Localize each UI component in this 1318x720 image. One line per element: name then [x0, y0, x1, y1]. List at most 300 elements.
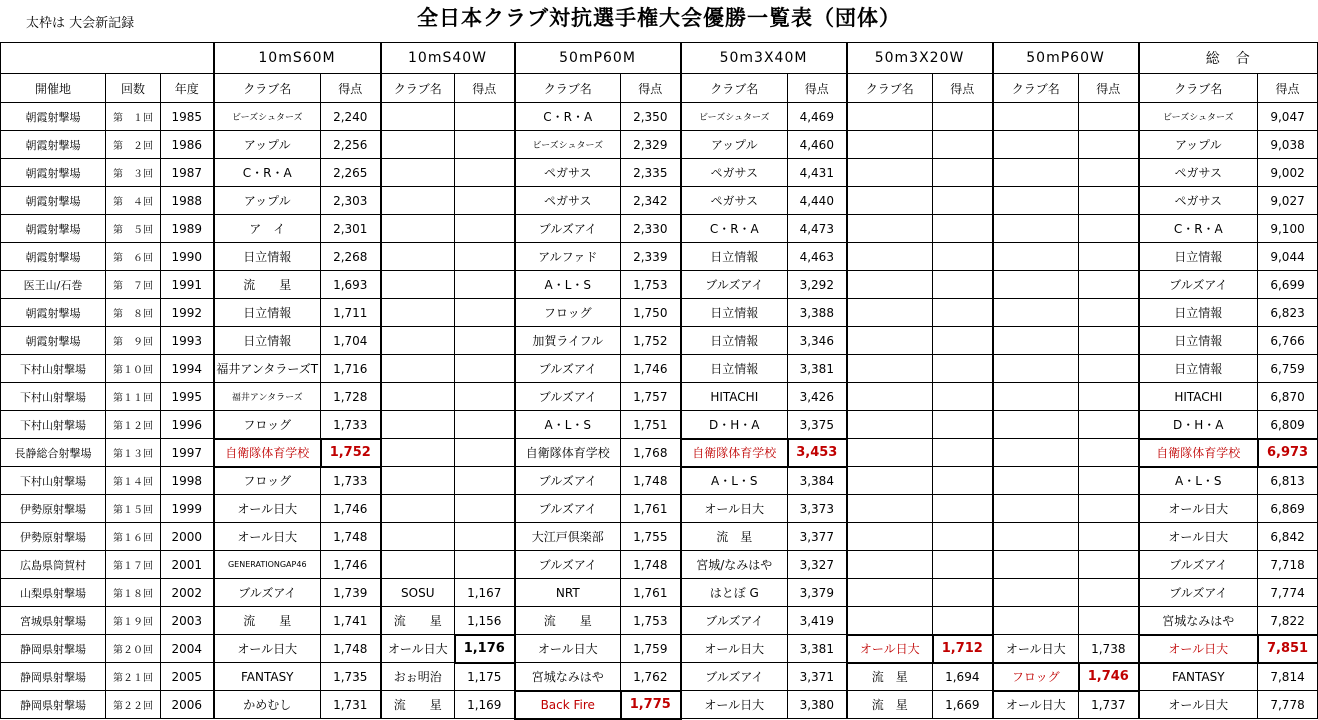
50m3x20w-score-cell [933, 243, 993, 271]
table-row [1, 271, 1318, 299]
50mp60m-club-cell: ブルズアイ [515, 495, 621, 523]
10ms40w-score-cell [455, 355, 515, 383]
year-cell: 1988 [161, 187, 214, 215]
10ms40w-club-cell [381, 103, 455, 131]
50mp60w-score-cell [1079, 523, 1139, 551]
10ms60m-score-cell: 1,735 [321, 663, 381, 691]
venue-cell: 伊勢原射撃場 [1, 523, 106, 551]
50m3x40m-club-cell: オール日大 [681, 635, 788, 663]
table-row [1, 551, 1318, 579]
50m3x20w-score-cell [933, 383, 993, 411]
50m3x40m-score-cell: 3,419 [788, 607, 847, 635]
year-cell: 1990 [161, 243, 214, 271]
10ms40w-club-cell [381, 355, 455, 383]
round-cell: 第１１回 [106, 383, 161, 411]
50mp60m-score-cell: 2,339 [621, 243, 681, 271]
10ms40w-club-cell: SOSU [381, 579, 455, 607]
category-50m3x40m: 50m3X40M [681, 43, 847, 74]
table-row [1, 607, 1318, 635]
10ms40w-club-cell [381, 327, 455, 355]
50m3x20w-score-cell [933, 299, 993, 327]
10ms60m-club-cell: 福井アンタラーズT [214, 355, 321, 383]
10ms60m-score-cell: 1,733 [321, 467, 381, 495]
table-row [1, 439, 1318, 467]
overall-score-cell: 6,809 [1258, 411, 1318, 439]
venue-cell: 静岡県射撃場 [1, 691, 106, 719]
table-row [1, 187, 1318, 215]
50mp60w-score-cell [1079, 411, 1139, 439]
round-cell: 第１０回 [106, 355, 161, 383]
50mp60m-score-cell: 1,761 [621, 579, 681, 607]
overall-club-cell: ブルズアイ [1139, 271, 1258, 299]
50mp60w-score-cell [1079, 551, 1139, 579]
score-header: 得点 [933, 74, 993, 103]
overall-score-cell: 6,973 [1258, 439, 1318, 467]
50mp60w-score-cell [1079, 131, 1139, 159]
year-cell: 2002 [161, 579, 214, 607]
50m3x20w-club-cell [847, 215, 933, 243]
year-cell: 1992 [161, 299, 214, 327]
50mp60m-score-cell: 1,753 [621, 607, 681, 635]
50mp60m-score-cell: 1,751 [621, 411, 681, 439]
10ms40w-score-cell: 1,175 [455, 663, 515, 691]
50mp60w-score-cell [1079, 439, 1139, 467]
50mp60w-club-cell [993, 103, 1079, 131]
year-cell: 1998 [161, 467, 214, 495]
50mp60w-score-cell [1079, 579, 1139, 607]
venue-cell: 朝霞射撃場 [1, 327, 106, 355]
50m3x20w-score-cell [933, 411, 993, 439]
50m3x20w-score-cell [933, 523, 993, 551]
overall-club-cell: ペガサス [1139, 159, 1258, 187]
50mp60m-score-cell: 1,748 [621, 467, 681, 495]
50mp60m-score-cell: 2,330 [621, 215, 681, 243]
table-row [1, 215, 1318, 243]
10ms40w-club-cell [381, 523, 455, 551]
50mp60w-score-cell [1079, 215, 1139, 243]
10ms60m-score-cell: 1,752 [321, 439, 381, 467]
50mp60w-club-cell [993, 271, 1079, 299]
50m3x40m-club-cell: A・L・S [681, 467, 788, 495]
50m3x20w-club-cell [847, 551, 933, 579]
50m3x20w-score-cell: 1,712 [933, 635, 993, 663]
50mp60m-score-cell: 1,775 [621, 691, 681, 719]
10ms40w-club-cell [381, 439, 455, 467]
10ms60m-club-cell: アップル [214, 187, 321, 215]
category-50mp60w: 50mP60W [993, 43, 1139, 74]
10ms40w-club-cell [381, 467, 455, 495]
score-header: 得点 [1258, 74, 1318, 103]
10ms60m-score-cell: 1,746 [321, 551, 381, 579]
50mp60m-score-cell: 1,748 [621, 551, 681, 579]
50m3x40m-score-cell: 3,327 [788, 551, 847, 579]
50mp60w-score-cell: 1,737 [1079, 691, 1139, 719]
10ms60m-club-cell: 日立情報 [214, 327, 321, 355]
10ms60m-club-cell: 日立情報 [214, 243, 321, 271]
year-cell: 1985 [161, 103, 214, 131]
50mp60w-score-cell [1079, 187, 1139, 215]
50m3x20w-score-cell [933, 551, 993, 579]
10ms60m-club-cell: 自衛隊体育学校 [214, 439, 321, 467]
50m3x40m-score-cell: 3,292 [788, 271, 847, 299]
venue-cell: 静岡県射撃場 [1, 663, 106, 691]
50m3x20w-score-cell [933, 131, 993, 159]
10ms40w-score-cell [455, 299, 515, 327]
overall-club-cell: 宮城なみはや [1139, 607, 1258, 635]
category-50m3x20w: 50m3X20W [847, 43, 993, 74]
10ms40w-club-cell [381, 131, 455, 159]
venue-cell: 朝霞射撃場 [1, 215, 106, 243]
50m3x20w-club-cell [847, 579, 933, 607]
50mp60m-club-cell: ビーズシュターズ [515, 131, 621, 159]
10ms40w-score-cell [455, 383, 515, 411]
50m3x20w-score-cell [933, 355, 993, 383]
50mp60m-club-cell: C・R・A [515, 103, 621, 131]
10ms60m-club-cell: オール日大 [214, 523, 321, 551]
50mp60w-club-cell [993, 355, 1079, 383]
club-header: クラブ名 [515, 74, 621, 103]
10ms40w-club-cell [381, 495, 455, 523]
50m3x40m-club-cell: はとぼ G [681, 579, 788, 607]
year-cell: 2006 [161, 691, 214, 719]
50m3x40m-score-cell: 3,453 [788, 439, 847, 467]
50mp60w-club-cell [993, 327, 1079, 355]
50mp60w-score-cell: 1,746 [1079, 663, 1139, 691]
10ms40w-club-cell [381, 411, 455, 439]
50mp60w-score-cell [1079, 159, 1139, 187]
category-header-row [1, 43, 1318, 74]
50mp60w-club-cell [993, 467, 1079, 495]
year-cell: 1993 [161, 327, 214, 355]
table-row [1, 131, 1318, 159]
overall-score-cell: 6,869 [1258, 495, 1318, 523]
50m3x40m-score-cell: 4,469 [788, 103, 847, 131]
50mp60m-club-cell: ブルズアイ [515, 383, 621, 411]
10ms60m-club-cell: ブルズアイ [214, 579, 321, 607]
10ms40w-score-cell [455, 103, 515, 131]
venue-cell: 宮城県射撃場 [1, 607, 106, 635]
round-cell: 第 ２回 [106, 131, 161, 159]
round-header: 回数 [106, 74, 161, 103]
year-cell: 1994 [161, 355, 214, 383]
venue-cell: 静岡県射撃場 [1, 635, 106, 663]
50m3x20w-club-cell [847, 439, 933, 467]
50m3x40m-score-cell: 3,373 [788, 495, 847, 523]
category-10ms40w: 10mS40W [381, 43, 515, 74]
score-header: 得点 [1079, 74, 1139, 103]
year-cell: 2001 [161, 551, 214, 579]
50m3x40m-club-cell: 日立情報 [681, 243, 788, 271]
overall-club-cell: アップル [1139, 131, 1258, 159]
50mp60w-club-cell: オール日大 [993, 635, 1079, 663]
50mp60m-score-cell: 1,762 [621, 663, 681, 691]
score-header: 得点 [321, 74, 381, 103]
10ms60m-score-cell: 1,704 [321, 327, 381, 355]
50m3x40m-club-cell: ペガサス [681, 187, 788, 215]
50m3x20w-club-cell [847, 243, 933, 271]
10ms60m-score-cell: 1,693 [321, 271, 381, 299]
10ms60m-score-cell: 2,301 [321, 215, 381, 243]
10ms40w-club-cell: 流 星 [381, 607, 455, 635]
overall-score-cell: 9,047 [1258, 103, 1318, 131]
50m3x40m-club-cell: D・H・A [681, 411, 788, 439]
10ms40w-score-cell [455, 187, 515, 215]
50m3x20w-club-cell [847, 159, 933, 187]
50mp60w-score-cell [1079, 299, 1139, 327]
50mp60w-club-cell [993, 131, 1079, 159]
50m3x20w-club-cell [847, 355, 933, 383]
50mp60m-score-cell: 1,755 [621, 523, 681, 551]
10ms60m-score-cell: 1,728 [321, 383, 381, 411]
overall-score-cell: 7,851 [1258, 635, 1318, 663]
10ms60m-club-cell: アップル [214, 131, 321, 159]
50mp60w-club-cell [993, 187, 1079, 215]
50mp60m-club-cell: 大江戸倶楽部 [515, 523, 621, 551]
table-row [1, 243, 1318, 271]
50m3x40m-club-cell: ブルズアイ [681, 607, 788, 635]
10ms60m-score-cell: 1,711 [321, 299, 381, 327]
venue-cell: 下村山射撃場 [1, 355, 106, 383]
50m3x40m-club-cell: ビーズシュターズ [681, 103, 788, 131]
venue-cell: 朝霞射撃場 [1, 159, 106, 187]
year-cell: 1995 [161, 383, 214, 411]
table-row [1, 355, 1318, 383]
10ms40w-score-cell [455, 215, 515, 243]
50mp60m-score-cell: 1,757 [621, 383, 681, 411]
10ms40w-score-cell [455, 495, 515, 523]
50m3x40m-score-cell: 3,388 [788, 299, 847, 327]
venue-cell: 朝霞射撃場 [1, 131, 106, 159]
round-cell: 第 ８回 [106, 299, 161, 327]
50mp60m-club-cell: NRT [515, 579, 621, 607]
50mp60m-club-cell: 流 星 [515, 607, 621, 635]
10ms60m-score-cell: 1,746 [321, 495, 381, 523]
overall-club-cell: 日立情報 [1139, 355, 1258, 383]
overall-score-cell: 6,766 [1258, 327, 1318, 355]
50mp60m-score-cell: 1,746 [621, 355, 681, 383]
50m3x40m-score-cell: 3,346 [788, 327, 847, 355]
10ms40w-club-cell [381, 551, 455, 579]
club-header: クラブ名 [993, 74, 1079, 103]
50mp60w-score-cell [1079, 243, 1139, 271]
venue-cell: 広島県筒賀村 [1, 551, 106, 579]
50m3x40m-club-cell: アップル [681, 131, 788, 159]
venue-cell: 朝霞射撃場 [1, 187, 106, 215]
round-cell: 第 ５回 [106, 215, 161, 243]
table-row [1, 495, 1318, 523]
10ms60m-club-cell: フロッグ [214, 411, 321, 439]
50m3x20w-score-cell [933, 467, 993, 495]
overall-club-cell: オール日大 [1139, 635, 1258, 663]
50mp60w-score-cell: 1,738 [1079, 635, 1139, 663]
10ms40w-club-cell: 流 星 [381, 691, 455, 719]
overall-club-cell: オール日大 [1139, 523, 1258, 551]
50mp60w-club-cell: フロッグ [993, 663, 1079, 691]
round-cell: 第２２回 [106, 691, 161, 719]
50m3x40m-club-cell: 日立情報 [681, 299, 788, 327]
table-row [1, 411, 1318, 439]
year-cell: 1989 [161, 215, 214, 243]
50m3x40m-score-cell: 3,384 [788, 467, 847, 495]
50m3x40m-score-cell: 4,440 [788, 187, 847, 215]
50mp60w-club-cell [993, 159, 1079, 187]
year-cell: 1991 [161, 271, 214, 299]
10ms40w-club-cell: オール日大 [381, 635, 455, 663]
50mp60m-club-cell: ブルズアイ [515, 551, 621, 579]
50mp60m-club-cell: ブルズアイ [515, 467, 621, 495]
50mp60m-club-cell: Back Fire [515, 691, 621, 719]
10ms60m-score-cell: 2,240 [321, 103, 381, 131]
overall-club-cell: 日立情報 [1139, 299, 1258, 327]
round-cell: 第 ３回 [106, 159, 161, 187]
10ms40w-score-cell: 1,176 [455, 635, 515, 663]
overall-score-cell: 9,038 [1258, 131, 1318, 159]
10ms60m-club-cell: ビーズシュターズ [214, 103, 321, 131]
50mp60w-club-cell [993, 215, 1079, 243]
year-cell: 1999 [161, 495, 214, 523]
year-header: 年度 [161, 74, 214, 103]
table-row [1, 579, 1318, 607]
10ms60m-score-cell: 1,748 [321, 523, 381, 551]
round-cell: 第１９回 [106, 607, 161, 635]
50m3x20w-score-cell [933, 607, 993, 635]
50m3x20w-club-cell: 流 星 [847, 691, 933, 719]
10ms40w-club-cell [381, 215, 455, 243]
venue-cell: 長静総合射撃場 [1, 439, 106, 467]
50m3x40m-score-cell: 3,426 [788, 383, 847, 411]
10ms40w-club-cell: おぉ明治 [381, 663, 455, 691]
50mp60m-club-cell: アルファド [515, 243, 621, 271]
10ms40w-club-cell [381, 271, 455, 299]
50m3x40m-score-cell: 3,381 [788, 635, 847, 663]
page-title: 全日本クラブ対抗選手権大会優勝一覧表（団体） [417, 6, 901, 30]
venue-cell: 下村山射撃場 [1, 411, 106, 439]
year-cell: 2004 [161, 635, 214, 663]
50m3x40m-club-cell: C・R・A [681, 215, 788, 243]
round-cell: 第 ７回 [106, 271, 161, 299]
round-cell: 第 ９回 [106, 327, 161, 355]
50m3x40m-club-cell: オール日大 [681, 495, 788, 523]
50mp60w-score-cell [1079, 271, 1139, 299]
column-header-row [1, 74, 1318, 103]
50mp60m-score-cell: 1,768 [621, 439, 681, 467]
10ms40w-score-cell [455, 439, 515, 467]
overall-score-cell: 9,100 [1258, 215, 1318, 243]
50m3x40m-score-cell: 4,463 [788, 243, 847, 271]
year-cell: 2000 [161, 523, 214, 551]
winners-table [0, 42, 1318, 719]
10ms60m-club-cell: ア イ [214, 215, 321, 243]
10ms40w-club-cell [381, 243, 455, 271]
score-header: 得点 [788, 74, 847, 103]
venue-cell: 朝霞射撃場 [1, 103, 106, 131]
overall-club-cell: FANTASY [1139, 663, 1258, 691]
10ms40w-score-cell [455, 327, 515, 355]
year-cell: 1997 [161, 439, 214, 467]
50mp60w-club-cell [993, 299, 1079, 327]
50mp60w-club-cell [993, 495, 1079, 523]
score-header: 得点 [621, 74, 681, 103]
50m3x40m-club-cell: ブルズアイ [681, 663, 788, 691]
year-cell: 1987 [161, 159, 214, 187]
venue-cell: 山梨県射撃場 [1, 579, 106, 607]
10ms60m-score-cell: 2,265 [321, 159, 381, 187]
50m3x20w-club-cell [847, 523, 933, 551]
50mp60m-score-cell: 1,750 [621, 299, 681, 327]
overall-score-cell: 6,699 [1258, 271, 1318, 299]
50m3x20w-club-cell [847, 271, 933, 299]
50mp60w-club-cell [993, 607, 1079, 635]
year-cell: 1986 [161, 131, 214, 159]
10ms60m-club-cell: 日立情報 [214, 299, 321, 327]
50mp60w-club-cell [993, 243, 1079, 271]
50mp60m-score-cell: 1,752 [621, 327, 681, 355]
round-cell: 第１８回 [106, 579, 161, 607]
50mp60m-score-cell: 2,350 [621, 103, 681, 131]
50m3x20w-score-cell [933, 271, 993, 299]
overall-score-cell: 6,842 [1258, 523, 1318, 551]
table-row [1, 299, 1318, 327]
venue-cell: 下村山射撃場 [1, 467, 106, 495]
club-header: クラブ名 [681, 74, 788, 103]
50m3x40m-score-cell: 4,460 [788, 131, 847, 159]
10ms60m-club-cell: FANTASY [214, 663, 321, 691]
50m3x40m-club-cell: HITACHI [681, 383, 788, 411]
overall-club-cell: オール日大 [1139, 691, 1258, 719]
50m3x20w-club-cell: オール日大 [847, 635, 933, 663]
10ms40w-score-cell [455, 271, 515, 299]
50m3x20w-score-cell [933, 187, 993, 215]
10ms40w-club-cell [381, 299, 455, 327]
venue-header: 開催地 [1, 74, 106, 103]
overall-club-cell: ビーズシュターズ [1139, 103, 1258, 131]
10ms40w-club-cell [381, 187, 455, 215]
50mp60w-score-cell [1079, 383, 1139, 411]
50m3x20w-score-cell [933, 439, 993, 467]
overall-club-cell: HITACHI [1139, 383, 1258, 411]
overall-club-cell: D・H・A [1139, 411, 1258, 439]
score-header: 得点 [455, 74, 515, 103]
table-row [1, 383, 1318, 411]
category-50mp60m: 50mP60M [515, 43, 681, 74]
50m3x20w-score-cell [933, 215, 993, 243]
50m3x20w-score-cell [933, 327, 993, 355]
50mp60w-club-cell [993, 551, 1079, 579]
10ms60m-club-cell: GENERATIONGAP46 [214, 551, 321, 579]
50mp60m-club-cell: オール日大 [515, 635, 621, 663]
round-cell: 第１５回 [106, 495, 161, 523]
overall-score-cell: 7,814 [1258, 663, 1318, 691]
venue-cell: 伊勢原射撃場 [1, 495, 106, 523]
10ms60m-score-cell: 1,731 [321, 691, 381, 719]
10ms40w-score-cell [455, 467, 515, 495]
50mp60m-club-cell: ブルズアイ [515, 355, 621, 383]
50m3x40m-score-cell: 3,371 [788, 663, 847, 691]
10ms40w-club-cell [381, 383, 455, 411]
50m3x40m-score-cell: 3,379 [788, 579, 847, 607]
50mp60w-score-cell [1079, 495, 1139, 523]
50mp60w-score-cell [1079, 103, 1139, 131]
10ms60m-club-cell: C・R・A [214, 159, 321, 187]
round-cell: 第 ４回 [106, 187, 161, 215]
round-cell: 第１２回 [106, 411, 161, 439]
10ms60m-club-cell: かめむし [214, 691, 321, 719]
50mp60m-score-cell: 1,759 [621, 635, 681, 663]
50mp60m-club-cell: ペガサス [515, 187, 621, 215]
overall-club-cell: A・L・S [1139, 467, 1258, 495]
category-10ms60m: 10mS60M [214, 43, 381, 74]
50m3x20w-score-cell [933, 579, 993, 607]
